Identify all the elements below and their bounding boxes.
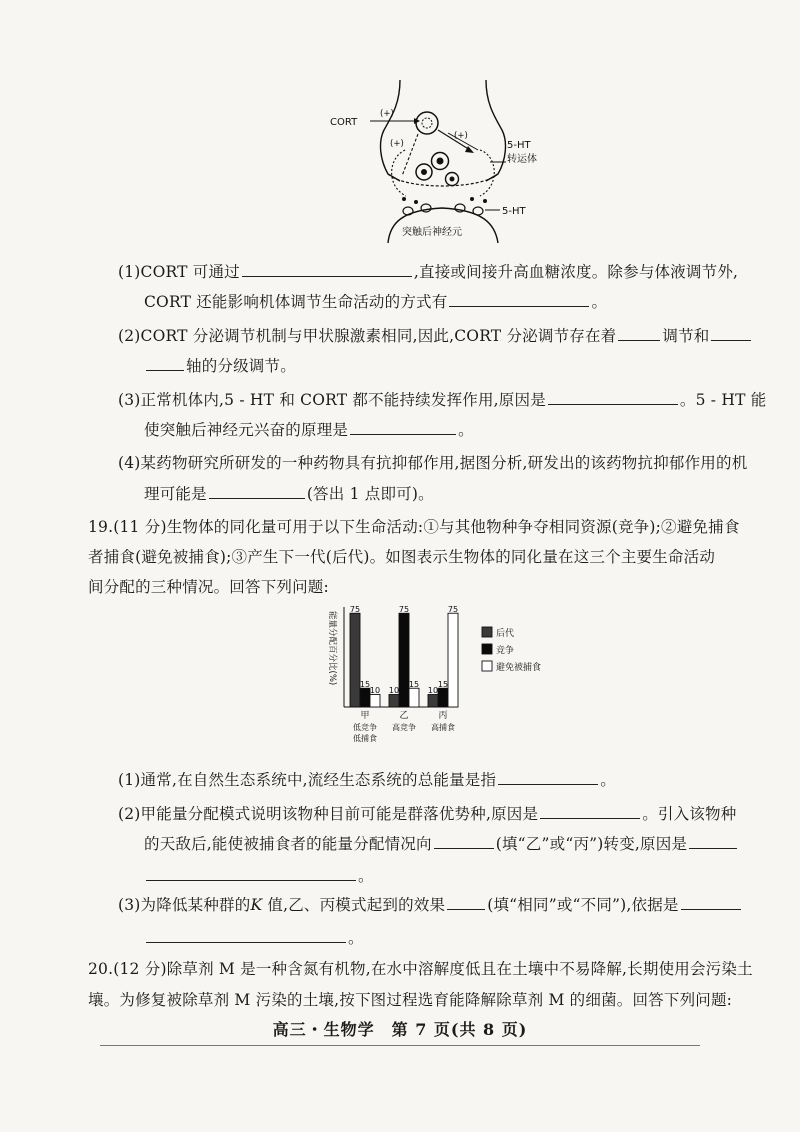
q19-stem-line3: 间分配的三种情况。回答下列问题:: [88, 578, 329, 596]
q18-part1-line2: CORT 还能影响机体调节生命活动的方式有 。: [144, 290, 607, 313]
receptor-loop: [392, 150, 406, 196]
q19-part1: (1)通常,在自然生态系统中,流经生态系统的总能量是指 。: [118, 768, 616, 791]
category-sublabel: 低竞争: [353, 723, 377, 732]
q19-part2-line1: (2)甲能量分配模式说明该物种目前可能是群落优势种,原因是 。引入该物种: [118, 802, 736, 825]
chart-y-axis-label: 能量分配百分比(%): [327, 611, 337, 686]
energy-allocation-chart: [318, 603, 570, 753]
bar-value-label: 75: [447, 604, 459, 614]
category-label: 丙: [438, 711, 448, 721]
answer-blank[interactable]: [681, 893, 741, 910]
q18-part2-line2: 轴的分级调节。: [144, 354, 296, 377]
category-sublabel: 高捕食: [431, 723, 455, 732]
answer-blank[interactable]: [689, 832, 737, 849]
bar-竞争: [399, 613, 409, 707]
category-label: 甲: [360, 711, 370, 721]
q19-part2-line3: 。: [144, 864, 374, 887]
answer-blank[interactable]: [498, 768, 598, 785]
bar-避免被捕食: [448, 613, 458, 707]
legend-label: 竞争: [496, 646, 515, 656]
bar-value-label: 10: [427, 686, 439, 695]
answer-blank[interactable]: [146, 926, 346, 943]
bar-value-label: 15: [408, 679, 420, 689]
legend-swatch: [482, 644, 492, 654]
q19-part3-line1: (3)为降低某种群的K 值,乙、丙模式起到的效果 (填“相同”或“不同”),依据是: [118, 893, 743, 916]
presynaptic-terminal: [381, 80, 506, 181]
q19-part3-line2: 。: [144, 926, 364, 949]
answer-blank[interactable]: [146, 354, 184, 371]
answer-blank[interactable]: [449, 290, 589, 307]
q19-part2-line2: 的天敌后,能使被捕食者的能量分配情况向 (填“乙”或“丙”)转变,原因是: [144, 832, 739, 855]
bar-value-label: 15: [437, 679, 449, 689]
bar-value-label: 15: [359, 679, 371, 689]
q19-stem-line2: 者捕食(避免被捕食);③产生下一代(后代)。如图表示生物体的同化量在这三个主要生命活动: [88, 548, 716, 566]
plus-label: (+): [380, 109, 394, 119]
bar-value-label: 75: [398, 604, 410, 614]
postsynaptic-label: 突触后神经元: [402, 227, 462, 238]
vesicle-large: [416, 112, 438, 134]
answer-blank[interactable]: [618, 324, 660, 341]
bar-竞争: [438, 688, 448, 707]
transporter-label: 5-HT: [507, 140, 531, 151]
answer-blank[interactable]: [146, 864, 356, 881]
transporter-label: 转运体: [507, 154, 537, 165]
q19-stem-line1: 19.(11 分)生物体的同化量可用于以下生命活动:①与其他物种争夺相同资源(竞争);②避免捕食: [88, 518, 740, 536]
answer-blank[interactable]: [350, 418, 456, 435]
legend-label: 后代: [496, 629, 515, 639]
bar-后代: [350, 613, 360, 707]
bar-value-label: 10: [369, 686, 381, 695]
plus-label: (+): [390, 139, 404, 149]
q18-part4-line1: (4)某药物研究所研发的一种药物具有抗抑郁作用,据图分析,研发出的该药物抗抑郁作用的机: [118, 454, 748, 472]
answer-blank[interactable]: [242, 260, 412, 277]
bar-避免被捕食: [370, 695, 380, 708]
footer-rule: [100, 1045, 700, 1046]
bar-value-label: 10: [388, 686, 400, 695]
cort-label: CORT: [330, 117, 358, 128]
plus-label: (+): [454, 131, 468, 141]
answer-blank[interactable]: [434, 832, 494, 849]
answer-blank[interactable]: [540, 802, 640, 819]
transporter-loop: [480, 150, 494, 196]
bar-竞争: [360, 688, 370, 707]
answer-blank[interactable]: [548, 388, 678, 405]
legend-swatch: [482, 661, 492, 671]
ht-label: 5-HT: [502, 206, 526, 217]
q18-part1-line1: (1)CORT 可通过 ,直接或间接升高血糖浓度。除参与体液调节外,: [118, 260, 738, 283]
page-footer: 高三・生物学 第 7 页(共 8 页): [272, 1020, 528, 1039]
legend-swatch: [482, 627, 492, 637]
category-sublabel: 低捕食: [353, 734, 377, 743]
category-label: 乙: [399, 711, 409, 721]
answer-blank[interactable]: [209, 482, 305, 499]
q18-part2-line1: (2)CORT 分泌调节机制与甲状腺激素相同,因此,CORT 分泌调节存在着 调节和: [118, 324, 753, 347]
answer-blank[interactable]: [447, 893, 485, 910]
q18-part3-line1: (3)正常机体内,5 - HT 和 CORT 都不能持续发挥作用,原因是 。5 - HT 能: [118, 388, 766, 411]
bar-后代: [389, 695, 399, 708]
q18-part4-line2: 理可能是 (答出 1 点即可)。: [144, 482, 434, 505]
synapse-diagram: [330, 78, 560, 246]
bar-避免被捕食: [409, 688, 419, 707]
q20-stem-line1: 20.(12 分)除草剂 M 是一种含氮有机物,在水中溶解度低且在土壤中不易降解,长期使用会污染土: [88, 960, 753, 978]
legend-label: 避免被捕食: [496, 663, 542, 673]
answer-blank[interactable]: [711, 324, 751, 341]
q20-stem-line2: 壤。为修复被除草剂 M 污染的土壤,按下图过程选育能降解除草剂 M 的细菌。回答下列问题:: [88, 991, 733, 1009]
presynaptic-membrane: [388, 174, 498, 186]
bar-value-label: 75: [349, 604, 361, 614]
bar-后代: [428, 695, 438, 708]
q18-part3-line2: 使突触后神经元兴奋的原理是 。: [144, 418, 474, 441]
category-sublabel: 高竞争: [392, 723, 416, 732]
